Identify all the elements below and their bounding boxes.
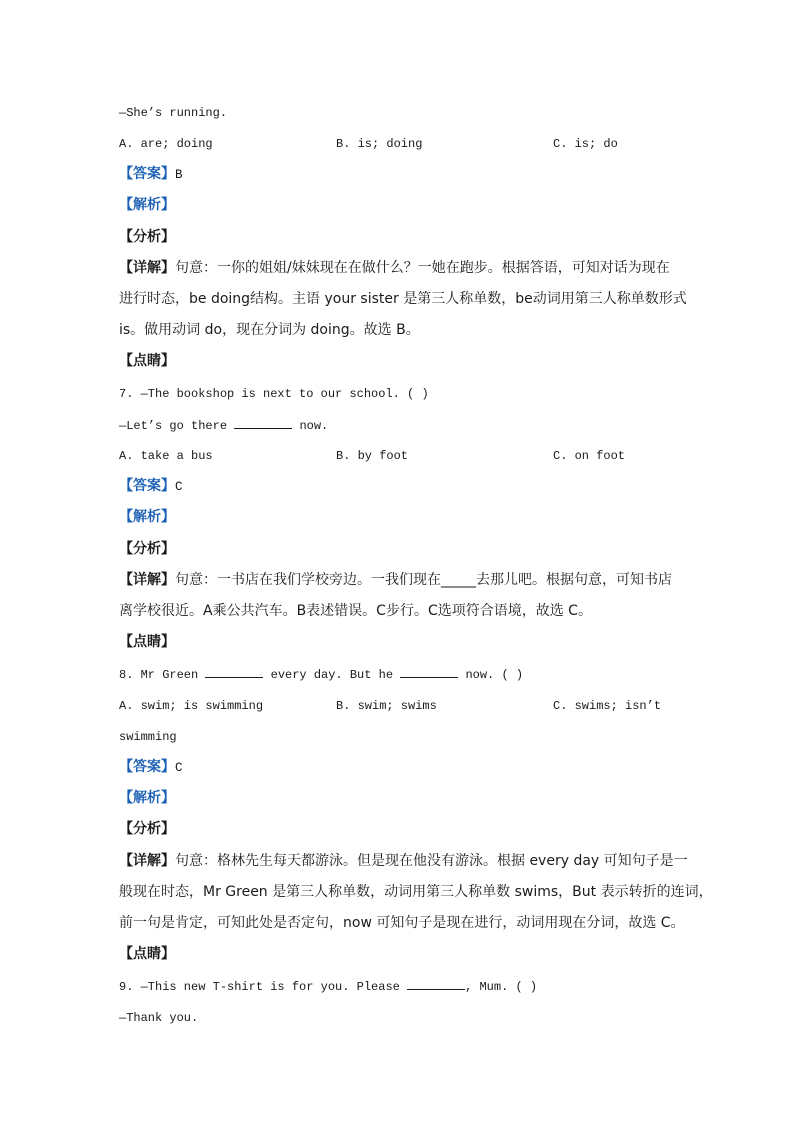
q7-blank [234,416,292,429]
q6-detail-line-2: 进行时态，be doing结构。主语 your sister 是第三人称单数，be动词用第三人称单数形式 [119,291,687,307]
q7-dianjing-label: 【点睛】 [119,634,175,650]
q7-reply-pre: —Let’s go there [119,419,228,433]
q8-stem-mid: every day. But he [270,668,394,682]
q8-detail-text-1: 句意：格林先生每天都游泳。但是现在他没有游泳。根据 every day 可知句子是一 [175,853,688,869]
q6-detail-line-3: is。做用动词 do，现在分词为 doing。故选 B。 [119,322,420,338]
q8-dianjing-heading [119,945,175,963]
q9-reply: —Thank you. [119,1011,199,1025]
q7-analysis-heading [119,508,175,526]
q9-stem [119,977,537,996]
q7-answer-line [119,477,183,496]
q8-option-b: B. swim; swims [336,699,437,713]
q8-analysis-heading [119,789,175,807]
q6-fenxi-label: 【分析】 [119,229,175,245]
q6-detail-label: 【详解】 [119,260,175,276]
q6-detail-line-1 [119,259,670,277]
q7-detail-line-2: 离学校很近。A乘公共汽车。B表述错误。C步行。C选项符合语境，故选 C。 [119,603,592,619]
q6-reply: —She’s running. [119,106,228,120]
q7-analysis-label: 【解析】 [119,509,175,525]
q6-detail-text-1: 句意：一你的姐姐/妹妹现在在做什么？一她在跑步。根据答语，可知对话为现在 [175,260,670,276]
q8-stem-pre: 8. Mr Green [119,668,199,682]
q9-stem-pre: 9. —This new T-shirt is for you. Please [119,980,400,994]
q6-analysis-label: 【解析】 [119,197,175,213]
q7-option-c: C. on foot [553,449,626,463]
q8-stem [119,665,523,684]
q7-answer-value: C [175,480,183,494]
q7-detail-label: 【详解】 [119,572,175,588]
q8-analysis-label: 【解析】 [119,790,175,806]
q6-option-b: B. is; doing [336,137,423,151]
q8-detail-line-2: 般现在时态，Mr Green 是第三人称单数，动词用第三人称单数 swims，But 表示转折的连词， [119,884,713,900]
q8-fenxi-label: 【分析】 [119,821,175,837]
q8-detail-line-1 [119,852,688,870]
q8-answer-label: 【答案】 [119,759,175,775]
q7-fenxi-label: 【分析】 [119,541,175,557]
q7-dianjing-heading [119,633,175,651]
q7-option-a: A. take a bus [119,449,213,463]
q7-detail-text-1: 句意：一书店在我们学校旁边。一我们现在_____去那儿吧。根据句意，可知书店 [175,572,672,588]
q6-answer-line [119,165,183,184]
q6-option-c: C. is; do [553,137,618,151]
q6-dianjing-heading [119,352,175,370]
q6-answer-value: B [175,168,183,182]
q9-stem-post: , Mum. ( ) [465,980,538,994]
q8-dianjing-label: 【点睛】 [119,946,175,962]
q7-reply-post: now. [299,419,329,433]
q8-blank-1 [205,665,263,678]
q8-answer-line [119,758,183,777]
q8-option-c-wrap: swimming [119,730,177,744]
q7-fenxi-heading [119,540,175,558]
q7-reply [119,416,328,435]
q8-answer-value: C [175,761,183,775]
q6-fenxi-heading [119,228,175,246]
q6-analysis-heading [119,196,175,214]
q7-option-b: B. by foot [336,449,409,463]
q7-detail-line-1 [119,571,672,589]
q8-blank-2 [400,665,458,678]
q8-detail-label: 【详解】 [119,853,175,869]
q8-option-c: C. swims; isn’t [553,699,662,713]
q8-fenxi-heading [119,820,175,838]
q9-blank [407,977,465,990]
q6-option-a: A. are; doing [119,137,213,151]
q7-stem: 7. —The bookshop is next to our school. ( ) [119,387,429,401]
q8-stem-post: now. ( ) [465,668,524,682]
q8-option-a: A. swim; is swimming [119,699,264,713]
q8-detail-line-3: 前一句是肯定，可知此处是否定句，now 可知句子是现在进行，动词用现在分词，故选 C。 [119,915,685,931]
q6-dianjing-label: 【点睛】 [119,353,175,369]
q6-answer-label: 【答案】 [119,166,175,182]
q7-answer-label: 【答案】 [119,478,175,494]
